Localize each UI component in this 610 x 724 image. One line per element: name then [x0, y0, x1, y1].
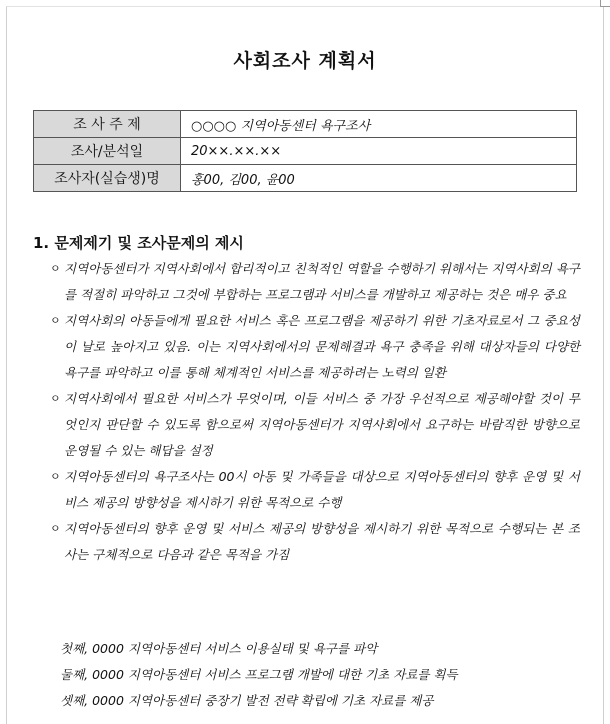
- bullet-item: [50, 386, 580, 464]
- page-corner-mark: [600, 0, 610, 7]
- bullet-item: [50, 256, 580, 308]
- info-row-date: [34, 138, 577, 165]
- bullet-mark: ㅇ: [50, 392, 61, 405]
- info-label-topic: 조 사 주 제: [34, 111, 181, 138]
- bullet-text: 지역아동센터의 욕구조사는 00시 아동 및 가족들을 대상으로 지역아동센터의 향후 운영 및 서비스 제공의 방향성을 제시하기 위한 목적으로 수행: [64, 469, 580, 510]
- section-heading: 1. 문제제기 및 조사문제의 제시: [33, 234, 244, 252]
- bullet-mark: ㅇ: [50, 470, 61, 483]
- bullet-text: 지역사회에서 필요한 서비스가 무엇이며, 이들 서비스 중 가장 우선적으로 제공해야할 것이 무엇인지 판단할 수 있도록 함으로써 지역아동센터가 지역사회에서 요구하는 바람직한 방향으로 운영될 수 있는 해답을 설정: [64, 391, 580, 458]
- info-label-date: 조사/분석일: [34, 138, 181, 165]
- bullet-mark: ㅇ: [50, 522, 61, 535]
- purpose-list: [60, 636, 580, 714]
- info-value-topic: ○○○○ 지역아동센터 욕구조사: [181, 111, 577, 138]
- info-row-topic: [34, 111, 577, 138]
- bullet-list: [50, 256, 580, 568]
- purpose-item-third: 셋째, 0000 지역아동센터 중장기 발전 전략 확립에 기초 자료를 제공: [60, 693, 434, 708]
- bullet-mark: ㅇ: [50, 314, 61, 327]
- purpose-item-first: 첫째, 0000 지역아동센터 서비스 이용실태 및 욕구를 파악: [60, 641, 378, 656]
- purpose-item-second: 둘째, 0000 지역아동센터 서비스 프로그램 개발에 대한 기초 자료를 획득: [60, 667, 458, 682]
- bullet-item: [50, 308, 580, 386]
- document-title: 사회조사 계획서: [233, 50, 377, 72]
- bullet-text: 지역아동센터의 향후 운영 및 서비스 제공의 방향성을 제시하기 위한 목적으로 수행되는 본 조사는 구체적으로 다음과 같은 목적을 가짐: [64, 521, 580, 562]
- info-value-date: 20××.××.××: [181, 138, 577, 165]
- info-row-investigators: [34, 165, 577, 192]
- bullet-text: 지역아동센터가 지역사회에서 합리적이고 친척적인 역할을 수행하기 위해서는 지역사회의 욕구를 적절히 파악하고 그것에 부합하는 프로그램과 서비스를 개발하고 제공하는 것은 매우 중요: [64, 261, 580, 302]
- bullet-text: 지역사회의 아동들에게 필요한 서비스 혹은 프로그램을 제공하기 위한 기초자료로서 그 중요성이 날로 높아지고 있음. 이는 지역사회에서의 문제해결과 욕구 충족을 위해 대상자들의 다양한 욕구를 파악하고 이를 통해 체계적인 서비스를 제공하려는 노력의 일환: [64, 313, 580, 380]
- bullet-mark: ㅇ: [50, 262, 61, 275]
- bullet-item: [50, 516, 580, 568]
- info-label-investigators: 조사자(실습생)명: [34, 165, 181, 192]
- info-table: [33, 110, 577, 192]
- info-value-investigators: 홍00, 김00, 윤00: [181, 165, 577, 192]
- bullet-item: [50, 464, 580, 516]
